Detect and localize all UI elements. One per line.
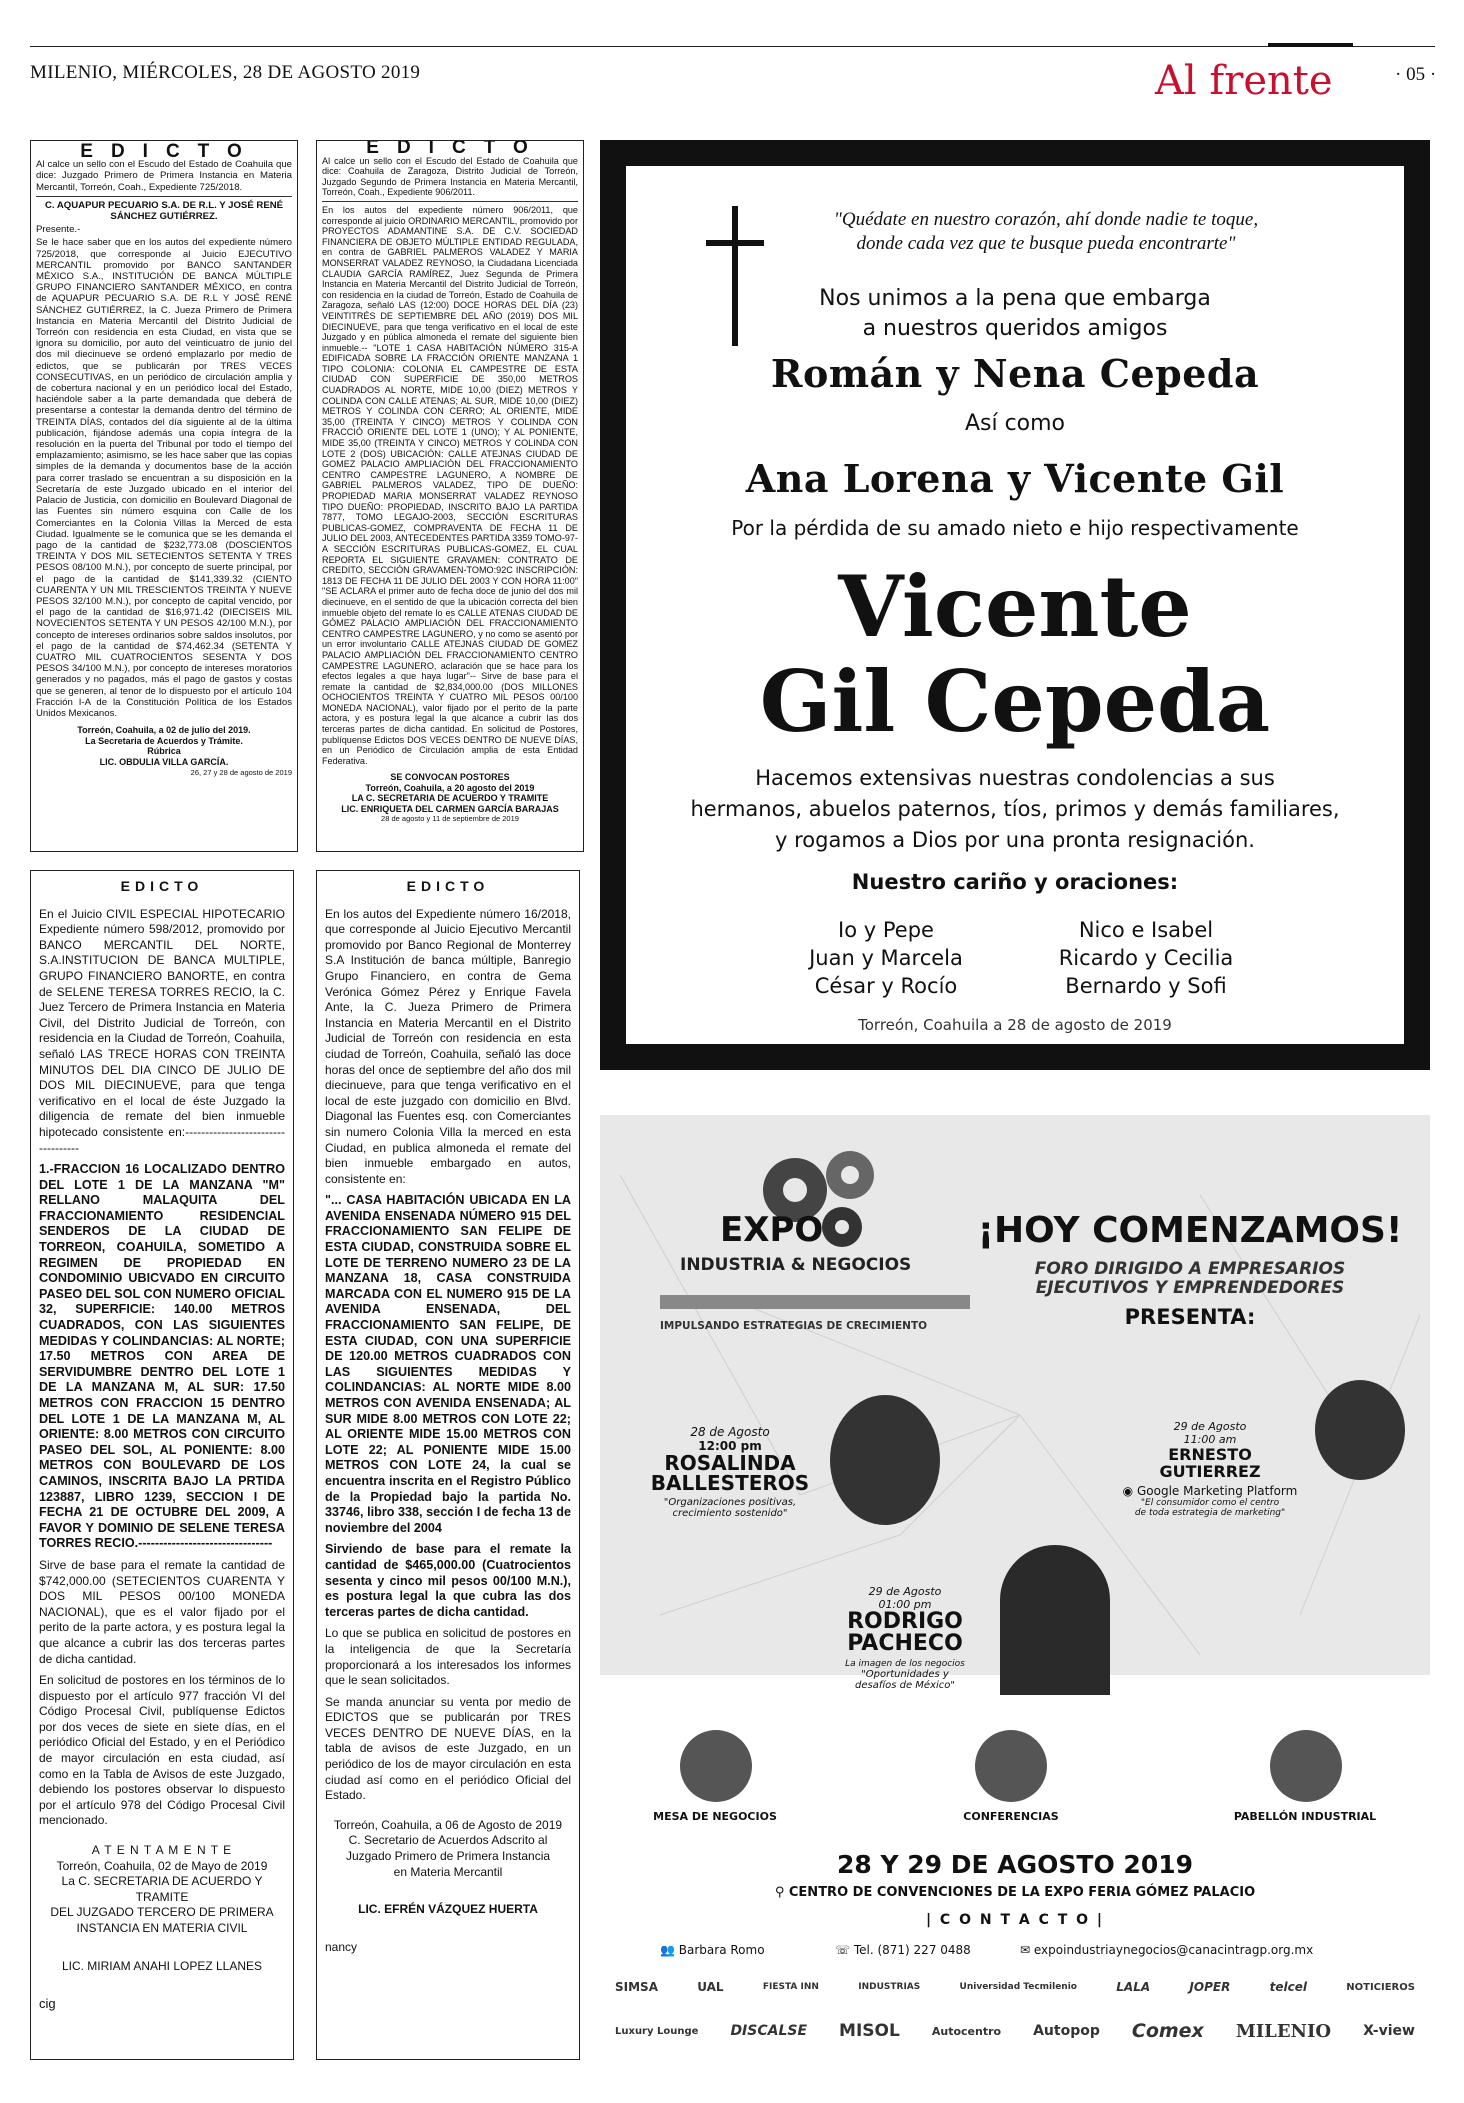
speaker2-talk-2: de toda estrategia de marketing" — [1134, 1508, 1286, 1518]
speaker2-brand: Google Marketing Platform — [1136, 1484, 1298, 1498]
speaker2-name-2: GUTIERREZ — [1159, 1462, 1261, 1481]
phone-icon: ☏ — [835, 1943, 854, 1957]
edicto-title: EDICTO — [120, 878, 204, 894]
speaker3-name-1: RODRIGO — [847, 1609, 963, 1634]
edicto-role: La Secretaria de Acuerdos y Trámite. — [85, 735, 243, 746]
sponsor-logo: MISOL — [839, 2021, 900, 2041]
speaker1-name-2: BALLESTEROS — [650, 1471, 810, 1495]
deceased-first-name: Vicente — [838, 557, 1192, 656]
section-title: Al frente — [1155, 58, 1333, 104]
edicto-closing: A T E N T A M E N T E — [91, 1843, 233, 1858]
edicto-present: Presente.- — [36, 224, 81, 236]
quote-line-2: donde cada vez que te busque pueda encontrarte" — [856, 233, 1236, 254]
edicto-code: cig — [39, 1996, 56, 2012]
signer-right-2: Ricardo y Cecilia — [1058, 946, 1234, 970]
condolence-notice — [600, 140, 1430, 1070]
expo-tagline: IMPULSANDO ESTRATEGIAS DE CRECIMIENTO — [660, 1320, 928, 1332]
expo-advertisement — [600, 1115, 1430, 2060]
sponsor-logo: SIMSA — [615, 1980, 658, 1994]
family-names-2: Ana Lorena y Vicente Gil — [745, 456, 1285, 501]
person-icon: 👥 — [660, 1943, 679, 1957]
signer-left-2: Juan y Marcela — [809, 946, 963, 970]
quote-line-1: "Quédate en nuestro corazón, ahí donde nadie te toque, — [833, 209, 1259, 230]
event-venue: CENTRO DE CONVENCIONES DE LA EXPO FERIA GÓMEZ PALACIO — [788, 1885, 1256, 1900]
signer-right-3: Bernardo y Sofi — [1065, 974, 1227, 998]
edicto-paragraph-3: Sirve de base para el remate la cantidad de $742,000.00 (SETECIENTOS CUARENTA Y DOS MIL PESOS 00/100 MONEDA NACIONAL), que es el valor fijado por el perito de la parte actora, y es postura legal la que alcance a cubrir las dos terceras partes de dicha cantidad. — [39, 1557, 285, 1666]
contact-heading: | C O N T A C T O | — [925, 1912, 1105, 1928]
speaker3-date: 29 de Agosto — [868, 1585, 942, 1598]
feature-label-2: CONFERENCIAS — [963, 1810, 1059, 1823]
edicto-body: Se le hace saber que en los autos del expediente número 725/2018, que corresponde al Juicio EJECUTIVO MERCANTIL promovido por BANCO SANTANDER MÉXICO S.A., INSTITUCIÓN DE BANCA MÚLTIPLE GRUPO FINANCIERO SANTANDER MÉXICO, en contra de AQUAPUR PECUARIO S.A. DE R.L Y JOSÉ RENÉ SÁNCHEZ GUTIÉRREZ, la C. Jueza Primero de Primera Instancia en Materia Mercantil del Distrito Judicial de Torreón con residencia en esta Ciudad, en vista que se ignora su domicilio, por auto del veinticuatro de junio del dos mil diecinueve se ordenó emplazarlo por medio de edictos, que se publicarán por TRES VECES CONSECUTIVAS, en un periódico de circulación amplia y de cobertura nacional y en un periódico local del Estado, haciéndole saber a la parte demandada que deberá de presentarse a contestar la demanda dentro del término de TREINTA DÍAS, contados del día siguiente al de la última publicación, fijándose además una copia íntegra de la resolución en la puerta del Tribunal por todo el tiempo del emplazamiento; asimismo, se les hace saber que las copias simples de la demanda y documentos base de la acción para correr traslado se encuentran a su disposición en la Secretaría de este Juzgado ubicado en el interior del Palacio de Justicia, con domicilio en Boulevard Diagonal de las Fuentes sin número esquina con Calle de los Comerciantes en la Colonia Villas la Merced de esta Ciudad. Igualmente se le comunica que se les demanda el pago de la cantidad de $232,773.08 (DOSCIENTOS TREINTA Y DOS MIL SETECIENTOS SETENTA Y TRES PESOS 08/100 M.N.), por concepto de suerte principal, por el pago de la cantidad de $141,339.32 (CIENTO CUARENTA Y UN MIL TRESCIENTOS TREINTA Y NUEVE PESOS 32/100 M.N.), por concepto de capital vencido, por el pago de la cantidad de $16,971.42 (DIECISEIS MIL NOVECIENTOS SETENTA Y UN PESOS 42/100 M.N.), por concepto de intereses ordinarios sobre saldos insolutos, por el pago de la cantidad de $74,462.34 (SETENTA Y CUATRO MIL CUATROCIENTOS SESENTA Y DOS PESOS 34/100 M.N.), por concepto de intereses moratorios generados y no pagados, más el pago de gastos y costas que se generen, al tenor de lo dispuesto por el artículo 104 Fracción I-A de la Constitución Política de los Estados Unidos Mexicanos. — [36, 237, 292, 719]
sponsor-logo: JOPER — [1189, 1980, 1231, 1994]
sponsor-logo: FIESTA INN — [762, 1982, 819, 1992]
sponsor-logo: X-view — [1363, 2023, 1415, 2039]
sponsor-row-1 — [615, 1980, 1415, 1994]
signer-right-1: Nico e Isabel — [1078, 918, 1214, 942]
edicto-box-4 — [316, 870, 580, 2060]
feature-label-3: PABELLÓN INDUSTRIAL — [1233, 1810, 1377, 1823]
speaker-photo-ernesto — [1315, 1380, 1405, 1480]
header-accent-bar — [1268, 43, 1353, 47]
edicto-role-1: C. Secretario de Acuerdos Adscrito al — [348, 1833, 548, 1848]
speaker2-time: 11:00 am — [1183, 1433, 1237, 1446]
edicto-role-2: DEL JUZGADO TERCERO DE PRIMERA — [50, 1905, 274, 1920]
sponsor-logo: telcel — [1269, 1980, 1307, 1994]
edicto-publication-dates: 26, 27 y 28 de agosto de 2019 — [190, 768, 292, 778]
header-rule — [30, 46, 1435, 47]
edicto-role-2: Juzgado Primero de Primera Instancia — [345, 1849, 551, 1864]
speaker3-time: 01:00 pm — [878, 1598, 932, 1611]
asi-como: Así como — [964, 411, 1066, 436]
place-date: Torreón, Coahuila a 28 de agosto de 2019 — [858, 1016, 1172, 1034]
conference-icon — [975, 1730, 1047, 1802]
edicto-intro: Al calce un sello con el Escudo del Estado de Coahuila que dice: Juzgado Primero de Primera Instancia en Materia Mercantil, Torreón, Coah., Expediente 725/2018. — [36, 159, 292, 193]
speaker2-date: 29 de Agosto — [1173, 1420, 1247, 1433]
sponsor-logo: LALA — [1116, 1980, 1151, 1994]
signer-left-1: Io y Pepe — [838, 918, 934, 942]
extension-line-1: Hacemos extensivas nuestras condolencias a sus — [755, 766, 1275, 790]
speaker3-talk-0: La imagen de los negocios — [845, 1659, 965, 1669]
signer-left-3: César y Rocío — [814, 974, 958, 998]
edicto-title: EDICTO — [80, 141, 260, 162]
edicto-paragraph-4: Lo que se publica en solicitud de postores en la inteligencia de que la Secretaría proporcionará a los interesados los informes que le sean solicitados. — [325, 1626, 571, 1688]
industry-icons-row — [660, 1290, 970, 1314]
speaker2-talk-1: "El consumidor como el centro — [1140, 1498, 1280, 1508]
contact-email: expoindustriaynegocios@canacintragp.org.mx — [1033, 1943, 1314, 1957]
edicto-date: Torreón, Coahuila, a 06 de Agosto de 2019 — [333, 1817, 563, 1832]
edicto-title: EDICTO — [406, 878, 490, 894]
extension-line-2: hermanos, abuelos paternos, tíos, primos y demás familiares, — [690, 797, 1340, 821]
speaker-photo-rosalinda — [830, 1395, 940, 1525]
deceased-last-names: Gil Cepeda — [759, 652, 1271, 751]
location-pin-icon: ⚲ — [774, 1885, 789, 1900]
edicto-date: Torreón, Coahuila, a 02 de julio del 2019. — [77, 725, 251, 736]
loss-line: Por la pérdida de su amado nieto e hijo respectivamente — [731, 516, 1299, 540]
edicto-paragraph-2: 1.-FRACCION 16 LOCALIZADO DENTRO DEL LOTE 1 DE LA MANZANA "M" RELLANO MALAQUITA DEL FRACCIONAMIENTO RESIDENCIAL SENDEROS DE LA CIUDAD DE TORREON, COAHUILA, SOMETIDO A REGIMEN DE PROPIEDAD EN CONDOMINIO UBICVADO EN CIRCUITO PASEO DEL SOL CON NUMERO OFICIAL 32, SUPERFICIE: 140.00 METROS CUADRADOS, CON LAS SIGUIENTES MEDIDAS Y COLINDANCIAS: AL NORTE; 17.50 METROS CON AREA DE SERVIDUMBRE DENTRO DEL LOTE 1 DE LA MANZANA M, AL SUR: 17.50 METROS CON FRACCION 15 DENTRO DEL LOTE 1 DE LA MANZANA M, AL ORIENTE: 8.00 METROS CON CIRCUITO PASEO DEL SOL, AL PONIENTE: 8.00 METROS CON BOULEVARD DE LOS CAMINOS, INSCRITA BAJO LA PRTIDA 123887, LIBRO 1239, SECCION I DE FECHA 21 DE OCTUBRE DEL 2009, A FAVOR Y DOMINIO DE SELENE TERESA TORRES RECIO.-------------------------------- — [39, 1162, 285, 1551]
edicto-date: Torreón, Coahuila, 02 de Mayo de 2019 — [56, 1858, 268, 1873]
edicto-body: En los autos del expediente número 906/2011, que corresponde al juicio ORDINARIO MERCANTIL, promovido por PROYECTOS ADAMANTINE S.A. DE C.V. SOCIEDAD FINANCIERA DE OBJETO MÚLTIPLE ENTIDAD REGULADA, en contra de GABRIEL PALMEROS VALADEZ Y MARIA MONSERRAT VALADEZ REYNOSO, la Ciudadana Licenciada CLAUDIA GARCÍA RAMÍREZ, Juez Segunda de Primera Instancia en Materia Mercantil del Distrito Judicial de Torreón, con residencia en la ciudad de Torreón, Estado de Coahuila de Zaragoza, señaló LAS (12:00) DOCE HORAS DEL DÍA (23) VEINTITRÉS DE SEPTIEMBRE DEL AÑO (2019) DOS MIL DIECINUEVE, para que tenga verificativo en el local de este Juzgado y en pública almoneda el remate del siguiente bien inmueble.-- "LOTE 1 CASA HABITACIÓN NÚMERO 315-A EDIFICADA SOBRE LA FRACCIÓN ORIENTE MANZANA 1 TIPO COLONIA: COLONIA EL CAMPESTRE DE ESTA CIUDAD CON SUPERFICIE DE 350,00 METROS CUADRADOS AL NORTE, MIDE 10,00 (DIEZ) METROS Y COLINDA CON CALLE ATENAS; AL SUR, MIDE 10,00 (DIEZ) METROS Y COLINDA CON CERRO; AL ORIENTE, MIDE 35,00 (TREINTA Y CINCO) METROS Y COLINDA CON FRACCIÓ ORIENTE DEL LOTE 1 (UNO); Y AL PONIENTE, MIDE 35,00 (TREINTA Y CINCO) METROS Y COLINDA CON LOTE 2 (DOS) UBICACIÓN: CALLE ATEJNAS CIUDAD DE GOMEZ PALACIO AMPLIACIÓN DEL FRACCIONAMIENTO CENTRO CAMPESTRE LAGUNERO, A NOMBRE DE GABRIEL PALMEROS VALADEZ, TIPO DE DUEÑO: PROPIEDAD MARIA MONSERRAT VALADEZ REYNOSO TIPO DUEÑO: PROPIEDAD, INSCRITO BAJO LA PARTIDA 7877, TOMO LEGAJO-2003, SECCIÓN ESCRITURAS PUBLICAS-GOMEZ, COMPRAVENTA DE FECHA 11 DE JULIO DEL 2003, ANTECEDENTES PARTIDA 3359 TOMO-97-A SECCIÓN ESCRITURAS PUBLICAS-GOMEZ, EL CUAL REPORTA EL SIGUIENTE GRAVAMEN: CONTRATO DE CREDITO, SECCIÓN GRAVAMEN-TOMO:92C INSCRIPCIÓN: 1813 DE FECHA 11 DE JULIO DEL 2003 Y CON HORA 11:00" "SE ACLARA el primer auto de fecha doce de junio del dos mil diecinueve, en el sentido de que la ubicación correcta del bien inmueble objeto del remate lo es CALLE ATENAS CIUDAD DE GÓMEZ PALACIO AMPLIACIÓN DEL FRACCIONAMIENTO CENTRO CAMPESTRE LAGUNERO, y no como se asentó por un error involuntario CALLE ATEJNAS CIUDAD DE GOMEZ PALACIO AMPLIACIÓN DEL FRACCIONAMIENTO CENTRO CAMPESTRE LAGUNERO, aclaración que se hace para los efectos legales a que haya lugar"-- Sirve de base para el remate la cantidad de $2,834,000.00 (DOS MILLONES OCHOCIENTOS TREINTA Y CUATRO MIL PESOS 00/100 MONEDA NACIONAL), valor fijado por el perito de la parte actora, y es postura legal la que alcance a cubrir las dos terceras partes de dicha cantidad. En solicitud de Postores, publíquense Edictos DOS VECES DENTRO DE NUEVE DÍAS, en un Periódico de Circulación amplia de esta Entidad Federativa. — [322, 204, 578, 766]
divider — [322, 201, 578, 202]
speaker1-talk-1: "Organizaciones positivas, — [663, 1497, 797, 1508]
edicto-role-1: La C. SECRETARIA DE ACUERDO Y TRAMITE — [61, 1874, 263, 1904]
ad-presenta: PRESENTA: — [1124, 1305, 1256, 1329]
edicto-signer: LIC. MIRIAM ANAHI LOPEZ LLANES — [61, 1958, 263, 1973]
edicto-paragraph-1: En el Juicio CIVIL ESPECIAL HIPOTECARIO Expediente número 598/2012, promovido por BANCO MERCANTIL DEL NORTE, S.A.INSTITUCION DE BANCA MULTIPLE, GRUPO FINANCIERO BANORTE, en contra de SELENE TERESA TORRES RECIO, la C. Juez Tercero de Primera Instancia en Materia Civil, del Distrito Judicial de Torreón, con residencia en la Ciudad de Torreón, Coahuila, señaló LAS TRECE HORAS CON TREINTA MINUTOS DEL DIA CINCO DE JULIO DE DOS MIL DIECINUEVE, para que tenga verificativo en el local de éste Juzgado la diligencia de remate del bien inmueble hipotecado consistente en:----------------------------------- — [39, 906, 285, 1155]
condolence-line-2: a nuestros queridos amigos — [862, 316, 1168, 341]
extension-line-3: y rogamos a Dios por una pronta resignación. — [775, 828, 1255, 852]
edicto-publication-dates: 28 de agosto y 11 de septiembre de 2019 — [381, 814, 519, 824]
expo-logo-subtext: INDUSTRIA & NEGOCIOS — [680, 1255, 912, 1275]
speaker2-name-1: ERNESTO — [1168, 1445, 1252, 1464]
speaker1-talk-2: crecimiento sostenido" — [672, 1508, 788, 1519]
edicto-paragraph-3: Sirviendo de base para el remate la cantidad de $465,000.00 (Cuatrocientos sesenta y cinco mil pesos 00/100 M.N.), es postura legal la que cubra las dos terceras partes de dicha cantidad. — [325, 1542, 571, 1619]
event-dates: 28 Y 29 DE AGOSTO 2019 — [836, 1850, 1194, 1879]
speaker3-name-2: PACHECO — [847, 1631, 963, 1656]
edicto-date: Torreón, Coahuila, a 20 agosto del 2019 — [365, 782, 535, 793]
email-icon: ✉ — [1020, 1943, 1034, 1957]
network-icon — [1270, 1730, 1342, 1802]
speaker3-talk-2: desafíos de México" — [854, 1680, 955, 1691]
sponsor-logo: Comex — [1131, 2020, 1204, 2042]
page-number: · 05 · — [1395, 64, 1437, 85]
edicto-role-3: en Materia Mercantil — [393, 1864, 503, 1879]
sponsor-logo: Luxury Lounge — [615, 2025, 699, 2037]
edicto-box-1 — [30, 140, 298, 852]
google-marketing-icon: ◉ — [1122, 1484, 1137, 1498]
speaker3-talk-1: "Oportunidades y — [861, 1669, 949, 1680]
sponsor-logo: INDUSTRIAS — [858, 1982, 921, 1992]
ad-sub-2: EJECUTIVOS Y EMPRENDEDORES — [1035, 1278, 1345, 1298]
sponsor-logo: Autocentro — [931, 2024, 1002, 2038]
feature-label-1: MESA DE NEGOCIOS — [653, 1810, 777, 1823]
edicto-box-2 — [316, 140, 584, 852]
edicto-paragraph-2: "... CASA HABITACIÓN UBICADA EN LA AVENIDA ENSENADA NÚMERO 915 DEL FRACCIONAMIENTO SAN FELIPE DE ESTA CIUDAD, CONSTRUIDA SOBRE EL LOTE DE TERRENO NUMERO 23 DE LA MANZANA 18, CASA CONSTRUIDA MARCADA CON EL NUMERO 915 DE LA AVENIDA ENSENADA, DEL FRACCIONAMIENTO SAN FELIPE, DE ESTA CIUDAD, CON UNA SUPERFICIE DE 120.00 METROS CUADRADOS CON LAS SIGUIENTES MEDIDAS Y COLINDANCIAS: AL NORTE MIDE 8.00 METROS CON AVENIDA ENSENADA; AL SUR MIDE 8.00 METROS CON LOTE 22; AL ORIENTE MIDE 15.00 METROS CON LOTE 22; AL PONIENTE MIDE 15.00 METROS CON LOTE 24, la cual se encuentra inscrita en el Registro Público de la Propiedad bajo la partida No. 33746, libro 338, sección I de fecha 13 de noviembre del 2004 — [325, 1193, 571, 1535]
divider — [36, 196, 292, 197]
edicto-convocan: SE CONVOCAN POSTORES — [390, 772, 510, 783]
sponsor-row-2 — [615, 2020, 1415, 2042]
edicto-title: EDICTO — [366, 140, 546, 158]
expo-logo-text: EXPO — [720, 1210, 824, 1250]
condolence-line-1: Nos unimos a la pena que embarga — [819, 286, 1211, 311]
sponsor-logo: NOTICIEROS — [1346, 1981, 1415, 1993]
speaker1-time: 12:00 pm — [698, 1439, 762, 1453]
speaker-photo-rodrigo — [1000, 1545, 1110, 1695]
sponsor-logo: Universidad Tecmilenio — [959, 1982, 1077, 1992]
edicto-code: nancy — [325, 1939, 358, 1954]
sponsor-logo: DISCALSE — [730, 2023, 808, 2039]
ad-sub-1: FORO DIRIGIDO A EMPRESARIOS — [1034, 1259, 1346, 1279]
edicto-paragraph-1: En los autos del Expediente número 16/2018, que corresponde al Juicio Ejecutivo Mercantil promovido por Banco Regional de Monterrey S.A Institución de banca múltiple, Banregio Grupo Financiero, en contra de Gema Verónica Gómez Pérez y Enrique Favela Ante, la C. Jueza Primero de Primera Instancia en Materia Mercantil en el Distrito Judicial de Torreón con residencia en esta ciudad de Torreón, Coahuila, señaló las doce horas del once de septiembre del año dos mil diecinueve, para que tenga verificativo en el local de este juzgado con domicilio en Blvd. Diagonal las Fuentes esq. con Comerciantes sin numero Colonia Villa la merced en esta Ciudad, en publica almoneda el remate del bien inmueble embargado en autos, consistente en: — [325, 906, 571, 1186]
sponsor-logo: UAL — [697, 1980, 724, 1994]
family-names-1: Román y Nena Cepeda — [770, 351, 1260, 396]
sponsor-logo: Autopop — [1033, 2023, 1100, 2039]
speaker1-name-1: ROSALINDA — [664, 1451, 796, 1475]
edicto-signer: LIC. OBDULIA VILLA GARCÍA. — [99, 756, 229, 767]
ad-headline: ¡HOY COMENZAMOS! — [977, 1210, 1403, 1251]
business-table-icon — [680, 1730, 752, 1802]
sponsor-logo: MILENIO — [1235, 2020, 1332, 2042]
contact-name: Barbara Romo — [678, 1943, 765, 1957]
edicto-rubrica: Rúbrica — [147, 746, 181, 757]
contact-phone: Tel. (871) 227 0488 — [853, 1943, 971, 1957]
edicto-paragraph-4: En solicitud de postores en los términos de lo dispuesto por el artículo 977 fracción VI del Código Procesal Civil, publíquense Edictos por dos veces de siete en siete días, en el periódico Oficial del Estado, y en el Periódico de mayor circulación en esta ciudad, así como en la Tabla de Avisos de este Juzgado, debiendo los postores observar lo dispuesto por el artículo 978 del Código Procesal Civil mencionado. — [39, 1673, 285, 1828]
edicto-signer: LIC. ENRIQUETA DEL CARMEN GARCÍA BARAJAS — [341, 803, 559, 814]
header-dateline: MILENIO, MIÉRCOLES, 28 DE AGOSTO 2019 — [30, 62, 421, 83]
edicto-role: LA C. SECRETARIA DE ACUERDO Y TRAMITE — [351, 793, 549, 804]
edicto-addressee: C. AQUAPUR PECUARIO S.A. DE R.L. Y JOSÉ RENÉ SÁNCHEZ GUTIÉRREZ. — [44, 199, 284, 223]
edicto-box-3 — [30, 870, 294, 2060]
edicto-paragraph-5: Se manda anunciar su venta por medio de EDICTOS que se publicarán por TRES VECES DENTRO DE NUEVE DÍAS, en la tabla de avisos de este Juzgado, en un periódico de los de mayor circulación en esta ciudad así como en el periódico Oficial del Estado. — [325, 1694, 571, 1803]
carino-heading: Nuestro cariño y oraciones: — [851, 870, 1179, 894]
edicto-intro: Al calce un sello con el Escudo del Estado de Coahuila que dice: Coahuila de Zaragoza, Distrito Judicial de Torreón, Juzgado Segundo de Primera Instancia en Materia Mercantil, Torreón, Coah., Expediente 906/2011. — [322, 155, 578, 198]
speaker1-date: 28 de Agosto — [690, 1425, 770, 1439]
edicto-signer: LIC. EFRÉN VÁZQUEZ HUERTA — [358, 1902, 538, 1917]
edicto-role-3: INSTANCIA EN MATERIA CIVIL — [76, 1921, 248, 1935]
